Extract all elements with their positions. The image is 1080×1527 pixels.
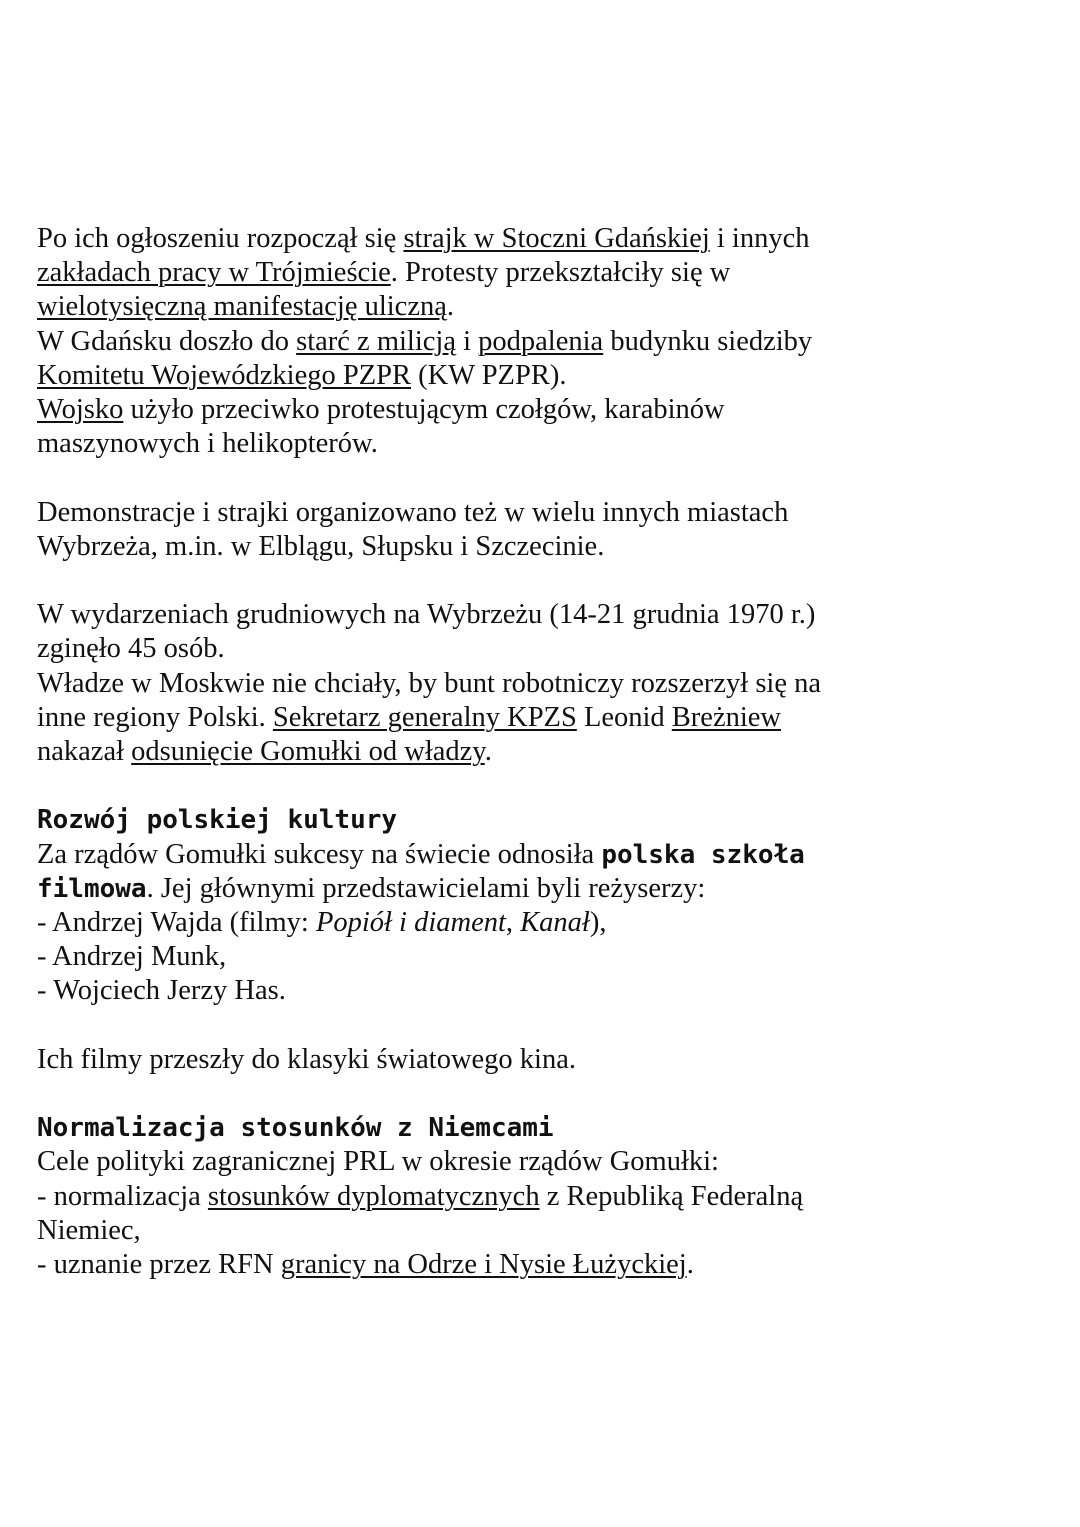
list-item: - Andrzej Munk,: [37, 941, 227, 973]
list-item: - normalizacja stosunków dyplomatycznych z Republiką Federalną: [37, 1180, 804, 1212]
text-line: Ich filmy przeszły do klasyki światowego kina.: [37, 1043, 576, 1075]
film-title: Kanał: [520, 907, 590, 939]
list-item: - uznanie przez RFN granicy na Odrze i Nysie Łużyckiej.: [37, 1249, 694, 1281]
underlined-phrase: starć z milicją: [296, 325, 456, 357]
text-line: zginęło 45 osób.: [37, 633, 225, 665]
underlined-phrase: Sekretarz generalny KPZS: [272, 701, 577, 733]
underlined-phrase: podpalenia: [478, 325, 604, 357]
underlined-phrase: zakładach pracy w Trójmieście: [37, 257, 391, 289]
text-line: Niemiec,: [37, 1214, 141, 1246]
paragraph-december-events: [37, 598, 1047, 769]
section-culture: [37, 803, 1047, 1077]
text-line: Demonstracje i strajki organizowano też w wielu innych miastach: [37, 496, 789, 528]
section-germany: [37, 1111, 1047, 1282]
bold-phrase: polska szkoła: [601, 839, 805, 870]
text-line: zakładach pracy w Trójmieście. Protesty przekształciły się w: [37, 257, 731, 289]
paragraph-strike: [37, 222, 1047, 325]
text-line: Wybrzeża, m.in. w Elblągu, Słupsku i Szczecinie.: [37, 530, 605, 562]
spacer: [37, 1077, 1047, 1111]
text-line: Wojsko użyło przeciwko protestującym czołgów, karabinów: [37, 394, 725, 426]
text-line: Komitetu Wojewódzkiego PZPR (KW PZPR).: [37, 359, 567, 391]
underlined-phrase: granicy na Odrze i Nysie Łużyckiej: [280, 1249, 687, 1281]
text-line: filmowa. Jej głównymi przedstawicielami byli reżyserzy:: [37, 872, 706, 904]
paragraph-gdansk: [37, 325, 1047, 393]
spacer: [37, 1009, 1047, 1043]
underlined-phrase: stosunków dyplomatycznych: [207, 1180, 540, 1212]
list-item: - Wojciech Jerzy Has.: [37, 975, 286, 1007]
underlined-phrase: Wojsko: [37, 394, 124, 426]
paragraph-demonstrations: [37, 496, 1047, 564]
text-line: Cele polityki zagranicznej PRL w okresie rządów Gomułki:: [37, 1146, 719, 1178]
text-line: maszynowych i helikopterów.: [37, 428, 378, 460]
list-item: - Andrzej Wajda (filmy: Popiół i diament, Kanał),: [37, 907, 607, 939]
underlined-phrase: wielotysięczną manifestację uliczną: [37, 291, 447, 323]
text-line: W wydarzeniach grudniowych na Wybrzeżu (14-21 grudnia 1970 r.): [37, 599, 816, 631]
text-line: Po ich ogłoszeniu rozpoczął się strajk w Stoczni Gdańskiej i innych: [37, 223, 810, 254]
text-line: W Gdańsku doszło do starć z milicją i podpalenia budynku siedziby: [37, 325, 813, 357]
text-line: inne regiony Polski. Sekretarz generalny KPZS Leonid Breżniew: [37, 701, 781, 733]
spacer: [37, 461, 1047, 495]
text-line: Za rządów Gomułki sukcesy na świecie odnosiła polska szkoła: [37, 838, 805, 870]
text-line: Władze w Moskwie nie chciały, by bunt robotniczy rozszerzył się na: [37, 667, 822, 699]
spacer: [37, 564, 1047, 598]
spacer: [37, 769, 1047, 803]
underlined-phrase: Breżniew: [671, 701, 781, 733]
document-page: [37, 222, 1047, 1282]
section-heading: Normalizacja stosunków z Niemcami: [37, 1113, 554, 1144]
underlined-phrase: Komitetu Wojewódzkiego PZPR: [37, 359, 411, 391]
text-line: wielotysięczną manifestację uliczną.: [37, 291, 455, 323]
section-heading: Rozwój polskiej kultury: [37, 805, 398, 836]
bold-phrase: filmowa: [37, 873, 147, 904]
underlined-phrase: strajk w Stoczni Gdańskiej: [403, 223, 710, 254]
underlined-phrase: odsunięcie Gomułki od władzy: [131, 736, 485, 768]
film-title: Popiół i diament: [315, 907, 506, 939]
paragraph-army: [37, 393, 1047, 461]
text-line: nakazał odsunięcie Gomułki od władzy.: [37, 736, 492, 768]
